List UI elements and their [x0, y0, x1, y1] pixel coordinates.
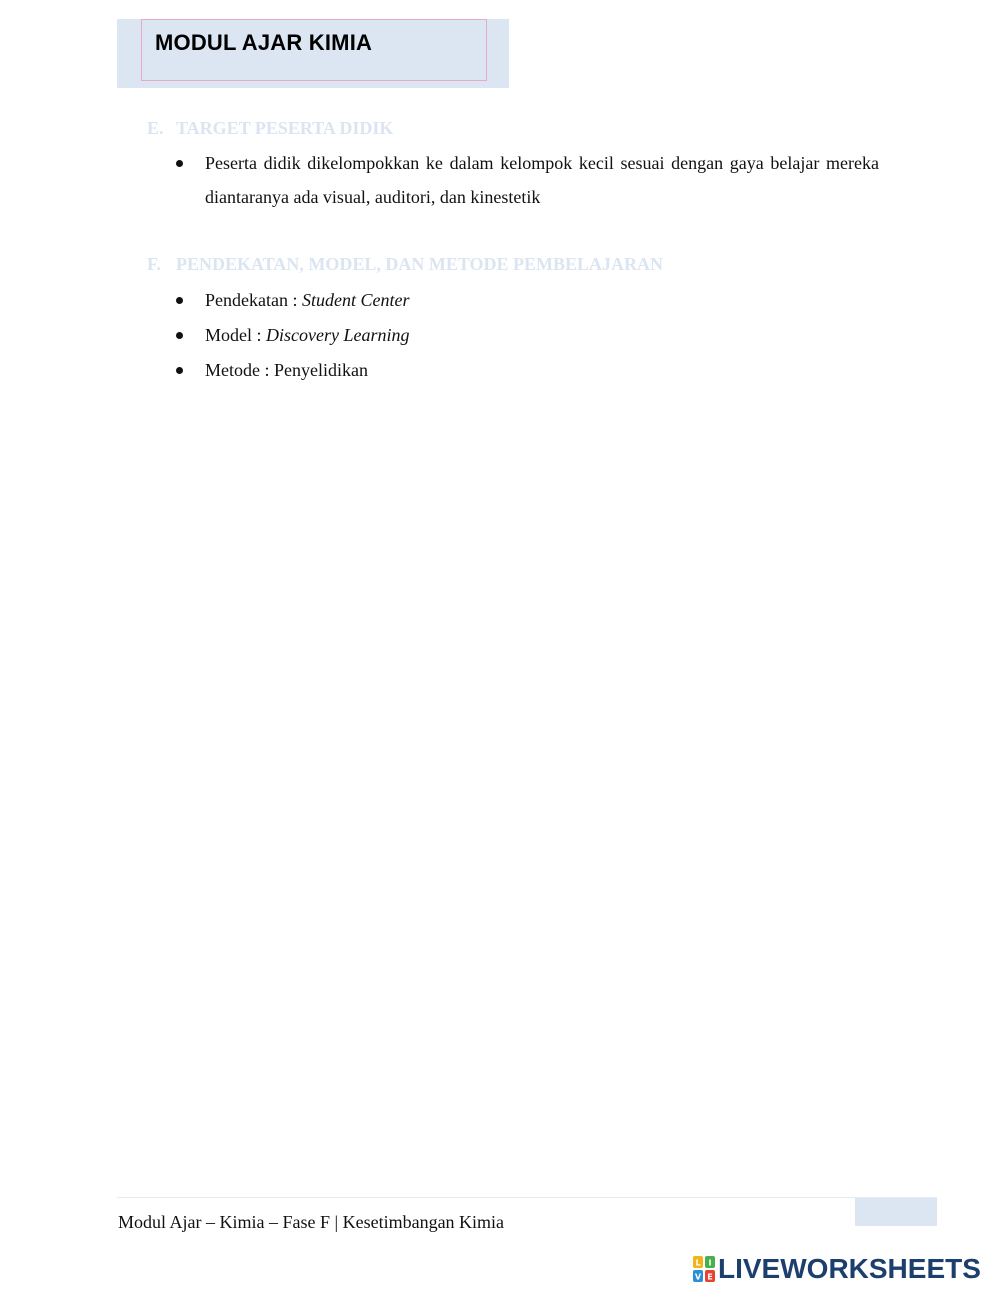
section-heading-approach [147, 254, 663, 275]
list-item-method [173, 353, 879, 387]
svg-text:L: L [695, 1258, 701, 1268]
bullet-icon [176, 367, 183, 374]
list-item [173, 146, 879, 214]
svg-text:E: E [707, 1272, 713, 1282]
bullet-icon [176, 297, 183, 304]
item-label: Metode : [205, 360, 274, 380]
target-list [173, 146, 879, 214]
bullet-icon [176, 332, 183, 339]
brand-name: LIVEWORKSHEETS [718, 1253, 981, 1284]
list-item-approach [173, 283, 879, 317]
bullet-icon [176, 160, 183, 167]
item-label: Model : [205, 325, 266, 345]
section-letter: F. [147, 254, 161, 274]
list-item-model [173, 318, 879, 352]
item-label: Pendekatan : [205, 290, 302, 310]
item-value: Penyelidikan [274, 360, 368, 380]
svg-text:I: I [708, 1258, 712, 1268]
section-letter: E. [147, 118, 164, 138]
item-value: Discovery Learning [266, 325, 410, 345]
footer-accent-block [855, 1198, 937, 1226]
item-value: Student Center [301, 290, 410, 310]
liveworksheets-logo-icon [693, 1256, 715, 1282]
footer-divider [117, 1197, 937, 1198]
list-item-text: Peserta didik dikelompokkan ke dalam kelompok kecil sesuai dengan gaya belajar mereka diantaranya ada visual, auditori, dan kinestetik [205, 153, 879, 207]
section-title: TARGET PESERTA DIDIK [176, 118, 394, 138]
footer-text: Modul Ajar – Kimia – Fase F | Kesetimbangan Kimia [118, 1212, 505, 1232]
page-title: MODUL AJAR KIMIA [155, 30, 373, 55]
svg-text:V: V [694, 1272, 702, 1282]
section-heading-target [147, 118, 393, 139]
section-title: PENDEKATAN, MODEL, DAN METODE PEMBELAJARAN [176, 254, 664, 274]
brand-logo[interactable] [693, 1254, 981, 1284]
approach-list [173, 283, 879, 387]
